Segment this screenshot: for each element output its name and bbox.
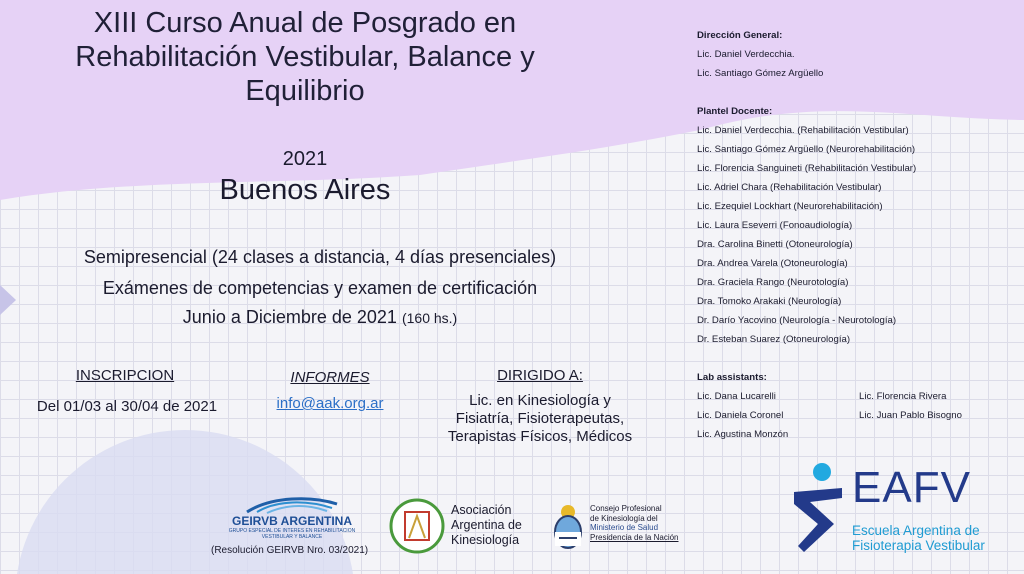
lab-item: Lic. Agustina Monzón (697, 429, 789, 440)
course-year: 2021 (282, 148, 328, 170)
eafv-line: Fisioterapia Vestibular (852, 538, 985, 553)
direccion-item: Lic. Santiago Gómez Argüello (697, 68, 824, 79)
lab-heading: Lab assistants: (697, 372, 767, 383)
dirigido-heading-text: DIRIGIDO A: (497, 367, 583, 384)
plantel-item: Dra. Andrea Varela (Otoneurología) (697, 258, 848, 269)
dirigido-line-3: Terapistas Físicos, Médicos (447, 428, 633, 445)
aak-line: Kinesiología (451, 533, 520, 547)
eafv-acronym: EAFV (852, 463, 971, 512)
dates-main: Junio a Diciembre de 2021 (182, 307, 397, 327)
aak-name (451, 503, 522, 548)
lab-item: Lic. Florencia Rivera (859, 391, 947, 402)
cpk-text (590, 504, 679, 542)
geirvb-wave-icon (242, 494, 342, 514)
eafv-person-icon (790, 462, 850, 558)
title-line-1: XIII Curso Anual de Posgrado en (93, 7, 517, 39)
argentina-coat-of-arms (549, 502, 587, 552)
dirigido-list (430, 392, 650, 446)
plantel-item: Lic. Florencia Sanguineti (Rehabilitación Vestibular) (697, 163, 917, 174)
geirvb-resolucion: (Resolución GEIRVB Nro. 03/2021) (211, 545, 369, 556)
cpk-line: Consejo Profesional (590, 504, 662, 513)
plantel-item: Dr. Darío Yacovino (Neurología - Neurotología) (697, 315, 897, 326)
lab-item: Lic. Dana Lucarelli (697, 391, 776, 402)
informes-heading: INFORMES (290, 369, 370, 386)
aak-line: Asociación (451, 503, 512, 517)
modality-text: Semipresencial (24 clases a distancia, 4 días presenciales) (83, 247, 557, 267)
aak-line: Argentina de (451, 518, 522, 532)
geirvb-sub1: GRUPO ESPECIAL DE INTERES EN REHABILITACION (228, 528, 356, 534)
plantel-heading: Plantel Docente: (697, 106, 773, 117)
exams-text: Exámenes de competencias y examen de certificación (102, 278, 538, 298)
course-city: Buenos Aires (219, 174, 391, 206)
plantel-item: Lic. Santiago Gómez Argüello (Neurorehabilitación) (697, 144, 916, 155)
aak-emblem-icon (389, 498, 445, 554)
plantel-item: Dra. Graciela Rango (Neurotología) (697, 277, 849, 288)
plantel-item: Lic. Adriel Chara (Rehabilitación Vestibular) (697, 182, 882, 193)
cpk-line: Ministerio de Salud (590, 523, 659, 532)
direccion-item: Lic. Daniel Verdecchia. (697, 49, 795, 60)
hours-text: (160 hs.) (401, 310, 458, 326)
geirvb-name: GEIRVB ARGENTINA (231, 514, 352, 528)
dates-text (0, 307, 640, 328)
eafv-line: Escuela Argentina de (852, 523, 980, 538)
title-line-2: Rehabilitación Vestibular, Balance y (75, 41, 535, 73)
lab-item: Lic. Daniela Coronel (697, 410, 784, 421)
eafv-figure (790, 462, 850, 558)
plantel-item: Lic. Laura Eseverri (Fonoaudiología) (697, 220, 853, 231)
dirigido-line-1: Lic. en Kinesiología y (469, 392, 611, 409)
lab-list (697, 387, 1017, 444)
staff-column (697, 26, 1017, 444)
geirvb-logo (222, 494, 362, 540)
eafv-school-name (852, 523, 985, 553)
plantel-item: Lic. Ezequiel Lockhart (Neurorehabilitación) (697, 201, 883, 212)
direccion-heading: Dirección General: (697, 30, 783, 41)
plantel-item: Dra. Carolina Binetti (Otoneurología) (697, 239, 853, 250)
geirvb-sub2: VESTIBULAR Y BALANCE (261, 534, 323, 540)
cpk-line: Presidencia de la Nación (590, 532, 679, 542)
course-title (0, 6, 610, 108)
plantel-item: Lic. Daniel Verdecchia. (Rehabilitación Vestibular) (697, 125, 909, 136)
dirigido-heading (470, 367, 610, 384)
plantel-item: Dr. Esteban Suarez (Otoneurología) (697, 334, 851, 345)
dirigido-line-2: Fisiatría, Fisioterapeutas, (455, 410, 625, 427)
inscripcion-heading: INSCRIPCION (75, 367, 175, 384)
coat-of-arms-icon (549, 502, 587, 552)
plantel-item: Dra. Tomoko Arakaki (Neurología) (697, 296, 842, 307)
title-line-3: Equilibrio (245, 75, 365, 107)
inscripcion-dates: Del 01/03 al 30/04 de 2021 (36, 398, 218, 415)
informes-email-link[interactable]: info@aak.org.ar (276, 395, 384, 412)
aak-emblem (389, 498, 445, 554)
cpk-line: de Kinesiología del (590, 513, 658, 523)
lab-item: Lic. Juan Pablo Bisogno (859, 410, 962, 421)
